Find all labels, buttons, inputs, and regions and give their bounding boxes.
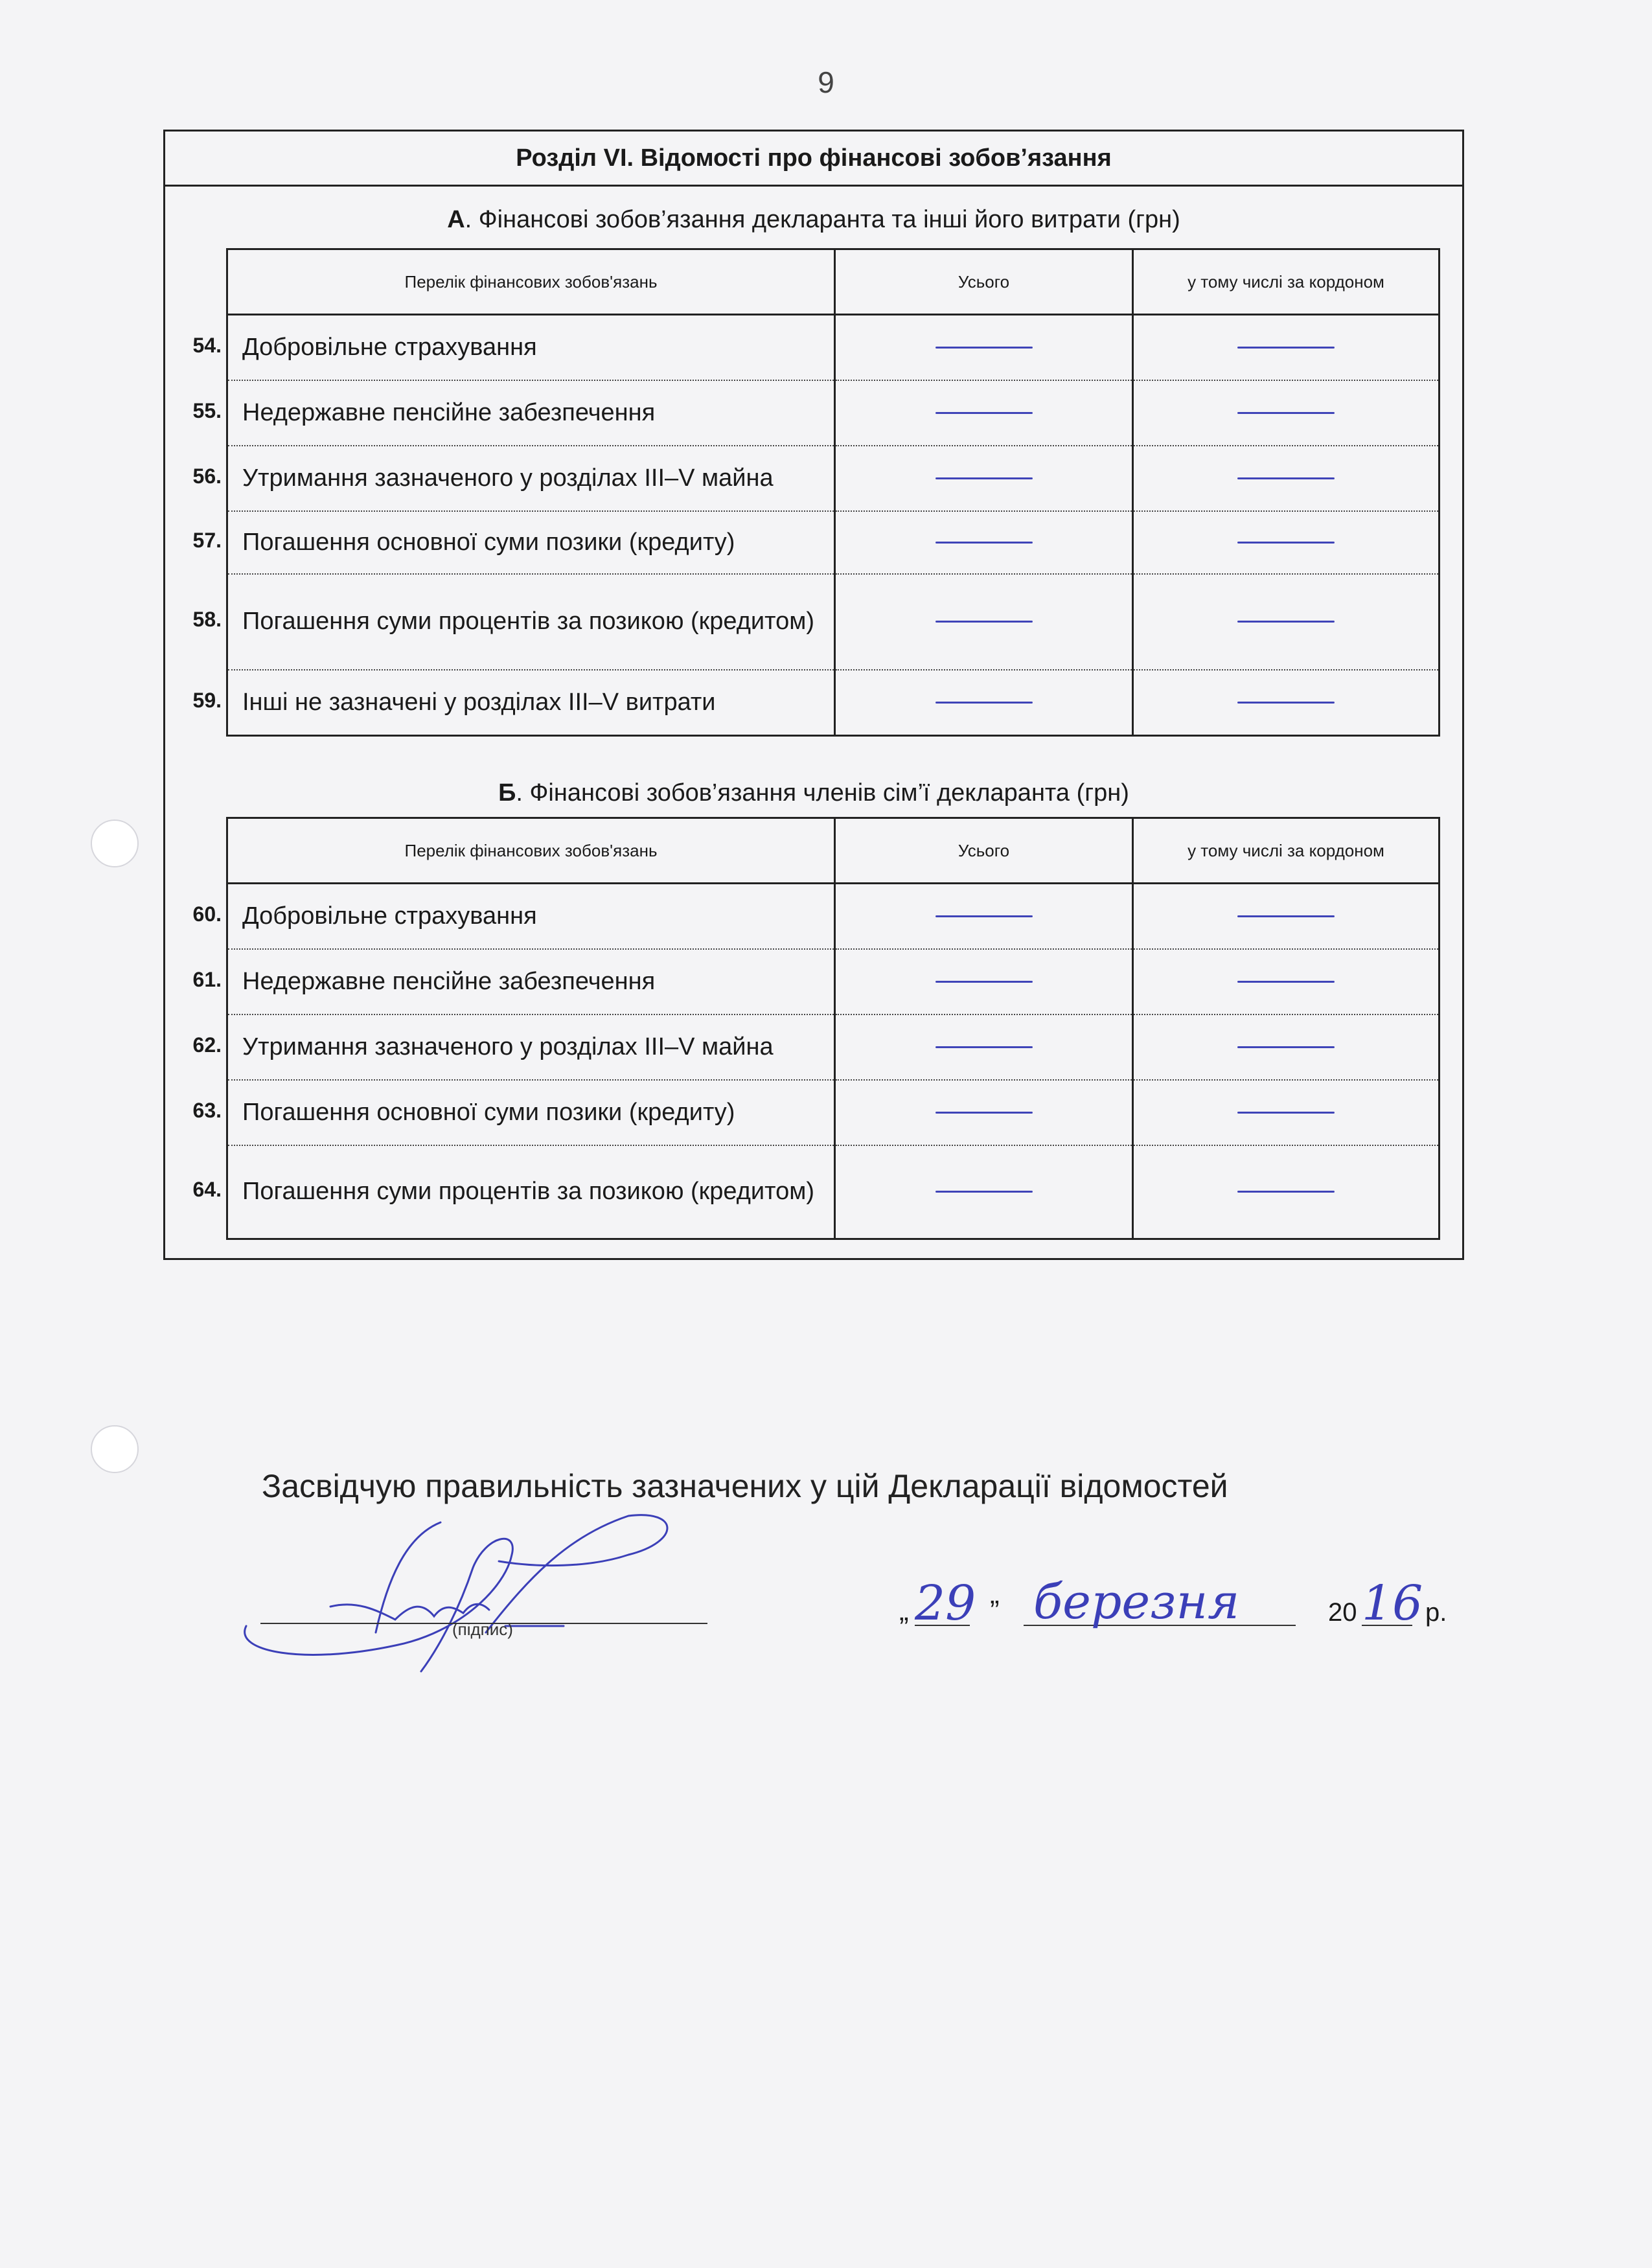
row-label-cell: [192, 670, 835, 736]
empty-dash-abroad: [1237, 1191, 1335, 1193]
row-label: Погашення суми процентів за позикою (кредитом): [242, 608, 814, 635]
table-row: [227, 1014, 1440, 1080]
part-b-header-abroad: у тому числі за кордоном: [1133, 818, 1440, 884]
empty-dash-abroad: [1237, 542, 1335, 544]
row-label-cell: [192, 574, 835, 670]
row-label: Добровільне страхування: [242, 333, 537, 361]
row-abroad-cell: [1133, 511, 1440, 574]
part-a-header-row: [227, 249, 1440, 315]
empty-dash-abroad: [1237, 477, 1335, 479]
row-total-cell: [835, 380, 1133, 446]
part-a-header-abroad: у тому числі за кордоном: [1133, 249, 1440, 315]
table-row: [227, 315, 1440, 380]
table-row: [227, 446, 1440, 511]
empty-dash-abroad: [1237, 915, 1335, 917]
part-b-header-item: Перелік фінансових зобов'язань: [227, 818, 835, 884]
row-label-cell: [192, 1014, 835, 1080]
row-label-cell: [192, 1080, 835, 1145]
row-label: Утримання зазначеного у розділах III–V майна: [242, 1033, 774, 1060]
year-unit: р.: [1425, 1598, 1447, 1627]
row-total-cell: [835, 446, 1133, 511]
row-label-cell: [192, 315, 835, 380]
date-block: [888, 1574, 1471, 1632]
row-total-cell: [835, 1080, 1133, 1145]
row-abroad-cell: [1133, 446, 1440, 511]
table-row: [227, 1080, 1440, 1145]
table-row: [227, 380, 1440, 446]
part-b-title-text: . Фінансові зобов’язання членів сім’ї декларанта (грн): [516, 779, 1129, 807]
year-value: 16: [1362, 1575, 1423, 1631]
empty-dash-abroad: [1237, 1112, 1335, 1114]
row-abroad-cell: [1133, 949, 1440, 1014]
row-label: Недержавне пенсійне забезпечення: [242, 967, 656, 995]
row-label: Погашення суми процентів за позикою (кредитом): [242, 1178, 814, 1206]
row-number: 62.: [192, 1033, 222, 1057]
row-abroad-cell: [1133, 670, 1440, 736]
table-row: [227, 1145, 1440, 1239]
row-number: 58.: [192, 608, 222, 631]
row-abroad-cell: [1133, 884, 1440, 949]
empty-dash-total: [935, 1112, 1033, 1114]
table-row: [227, 511, 1440, 574]
row-number: 54.: [192, 333, 222, 357]
day-value: 29: [915, 1575, 976, 1631]
section-title: Розділ VI. Відомості про фінансові зобов’язання: [165, 132, 1462, 187]
row-number: 57.: [192, 528, 222, 552]
page-number: 9: [818, 65, 834, 99]
row-abroad-cell: [1133, 574, 1440, 670]
row-number: 55.: [192, 398, 222, 422]
table-row: [227, 884, 1440, 949]
empty-dash-total: [935, 1046, 1033, 1048]
row-label: Погашення основної суми позики (кредиту): [242, 1098, 735, 1126]
row-abroad-cell: [1133, 1014, 1440, 1080]
empty-dash-total: [935, 981, 1033, 983]
empty-dash-total: [935, 621, 1033, 623]
empty-dash-abroad: [1237, 621, 1335, 623]
signature-caption: (підпис): [452, 1620, 513, 1639]
row-total-cell: [835, 511, 1133, 574]
row-abroad-cell: [1133, 380, 1440, 446]
empty-dash-abroad: [1237, 1046, 1335, 1048]
row-number: 60.: [192, 902, 222, 926]
row-label: Добровільне страхування: [242, 902, 537, 930]
row-number: 63.: [192, 1098, 222, 1122]
part-b-header-row: [227, 818, 1440, 884]
empty-dash-total: [935, 915, 1033, 917]
row-label: Недержавне пенсійне забезпечення: [242, 398, 656, 426]
row-total-cell: [835, 670, 1133, 736]
table-row: [227, 949, 1440, 1014]
part-a-header-item: Перелік фінансових зобов'язань: [227, 249, 835, 315]
row-total-cell: [835, 1145, 1133, 1239]
year-prefix: 20: [1328, 1598, 1357, 1627]
empty-dash-total: [935, 702, 1033, 704]
close-quote: ”: [990, 1595, 1000, 1627]
section-vi-frame: [163, 130, 1464, 1260]
signature-icon: [227, 1496, 758, 1691]
row-label: Утримання зазначеного у розділах III–V майна: [242, 464, 774, 492]
row-label: Погашення основної суми позики (кредиту): [242, 528, 735, 556]
row-total-cell: [835, 884, 1133, 949]
empty-dash-total: [935, 347, 1033, 349]
row-abroad-cell: [1133, 315, 1440, 380]
empty-dash-abroad: [1237, 981, 1335, 983]
punch-hole-bottom: [91, 1425, 139, 1473]
part-a-header-total: Усього: [835, 249, 1133, 315]
part-b-letter: Б: [498, 779, 516, 807]
part-a-table: [192, 248, 1440, 737]
part-a-letter: А: [447, 206, 465, 233]
row-label: Інші не зазначені у розділах III–V витрати: [242, 688, 716, 716]
row-number: 64.: [192, 1178, 222, 1202]
row-label-cell: [192, 511, 835, 574]
row-total-cell: [835, 574, 1133, 670]
row-label-cell: [192, 884, 835, 949]
part-b-title: [165, 779, 1462, 807]
part-a-title-text: . Фінансові зобов’язання декларанта та інші його витрати (грн): [465, 206, 1180, 233]
row-number: 59.: [192, 688, 222, 712]
empty-dash-total: [935, 477, 1033, 479]
row-total-cell: [835, 1014, 1133, 1080]
row-number: 56.: [192, 464, 222, 488]
empty-dash-abroad: [1237, 702, 1335, 704]
row-number: 61.: [192, 967, 222, 991]
row-abroad-cell: [1133, 1080, 1440, 1145]
row-total-cell: [835, 949, 1133, 1014]
row-total-cell: [835, 315, 1133, 380]
empty-dash-total: [935, 1191, 1033, 1193]
part-a-title: [165, 206, 1462, 234]
punch-hole-top: [91, 819, 139, 867]
empty-dash-total: [935, 542, 1033, 544]
certification-text: Засвідчую правильність зазначених у цій Декларації відомостей: [262, 1468, 1228, 1504]
empty-dash-abroad: [1237, 347, 1335, 349]
table-row: [227, 574, 1440, 670]
row-label-cell: [192, 446, 835, 511]
table-row: [227, 670, 1440, 736]
month-value: березня: [1033, 1574, 1240, 1630]
row-label-cell: [192, 1145, 835, 1239]
part-b-table: [192, 817, 1440, 1240]
row-label-cell: [192, 380, 835, 446]
empty-dash-total: [935, 412, 1033, 414]
part-b-header-total: Усього: [835, 818, 1133, 884]
row-abroad-cell: [1133, 1145, 1440, 1239]
row-label-cell: [192, 949, 835, 1014]
empty-dash-abroad: [1237, 412, 1335, 414]
open-quote: „: [899, 1595, 909, 1627]
